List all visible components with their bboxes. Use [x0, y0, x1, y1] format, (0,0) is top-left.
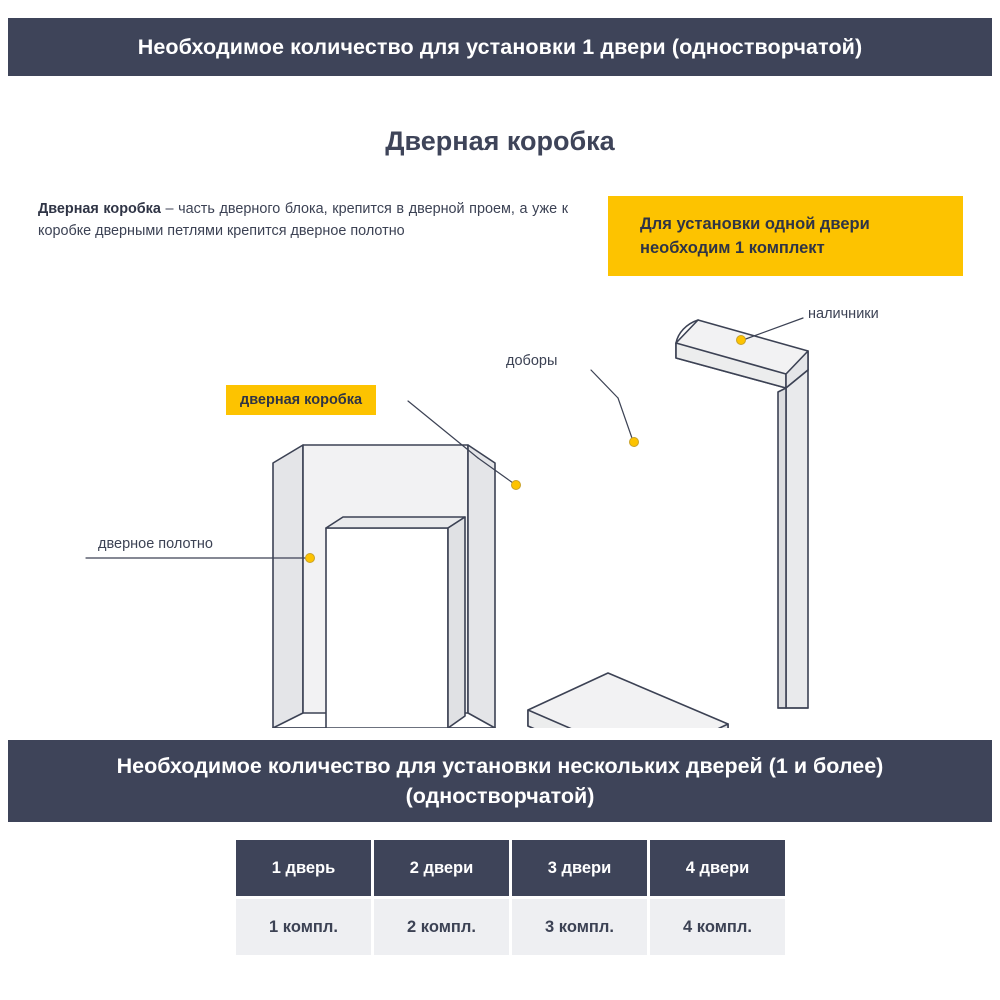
table-value-cell: 3 компл. [512, 899, 647, 955]
door-leaf-shape [273, 445, 495, 728]
dot-nalichniki [737, 336, 746, 345]
casing-shape [676, 320, 808, 708]
table-header-cell: 1 дверь [236, 840, 371, 896]
table-value-cell: 4 компл. [650, 899, 785, 955]
section-title: Дверная коробка [385, 126, 615, 156]
table-value-cell: 2 компл. [374, 899, 509, 955]
page-title: Необходимое количество для установки 1 двери (одностворчатой) [137, 34, 863, 59]
callout-line-2: необходим 1 комплект [640, 239, 825, 257]
intro-text: – часть дверного блока, крепится в дверной проем, а уже к коробке дверными петлями крепится дверное полотно [38, 201, 568, 239]
dot-korobka [512, 481, 521, 490]
table-header-cell: 4 двери [650, 840, 785, 896]
footer-line-1: Необходимое количество для установки нескольких дверей (1 и более) [116, 754, 884, 778]
dot-dobory [630, 438, 639, 447]
intro-paragraph [38, 198, 568, 242]
callout-box [608, 196, 963, 276]
table-header-cell: 3 двери [512, 840, 647, 896]
label-dobory: доборы [506, 353, 558, 369]
door-frame-diagram [8, 288, 992, 728]
label-dvernaya-korobka: дверная коробка [226, 385, 376, 415]
label-nalichniki: наличники [808, 306, 879, 322]
label-dvernoe-polotno: дверное полотно [98, 536, 213, 552]
dot-polotno [306, 554, 315, 563]
table-value-cell: 1 компл. [236, 899, 371, 955]
callout-line-1: Для установки одной двери [640, 215, 870, 233]
extension-jamb-shape [528, 673, 728, 728]
footer-line-2: (одностворчатой) [405, 784, 595, 808]
diagram-svg [8, 288, 992, 728]
intro-term: Дверная коробка [38, 201, 161, 217]
bottom-header-bar [8, 740, 992, 822]
top-header-bar [8, 18, 992, 76]
table-header-cell: 2 двери [374, 840, 509, 896]
quantity-table [236, 840, 785, 955]
